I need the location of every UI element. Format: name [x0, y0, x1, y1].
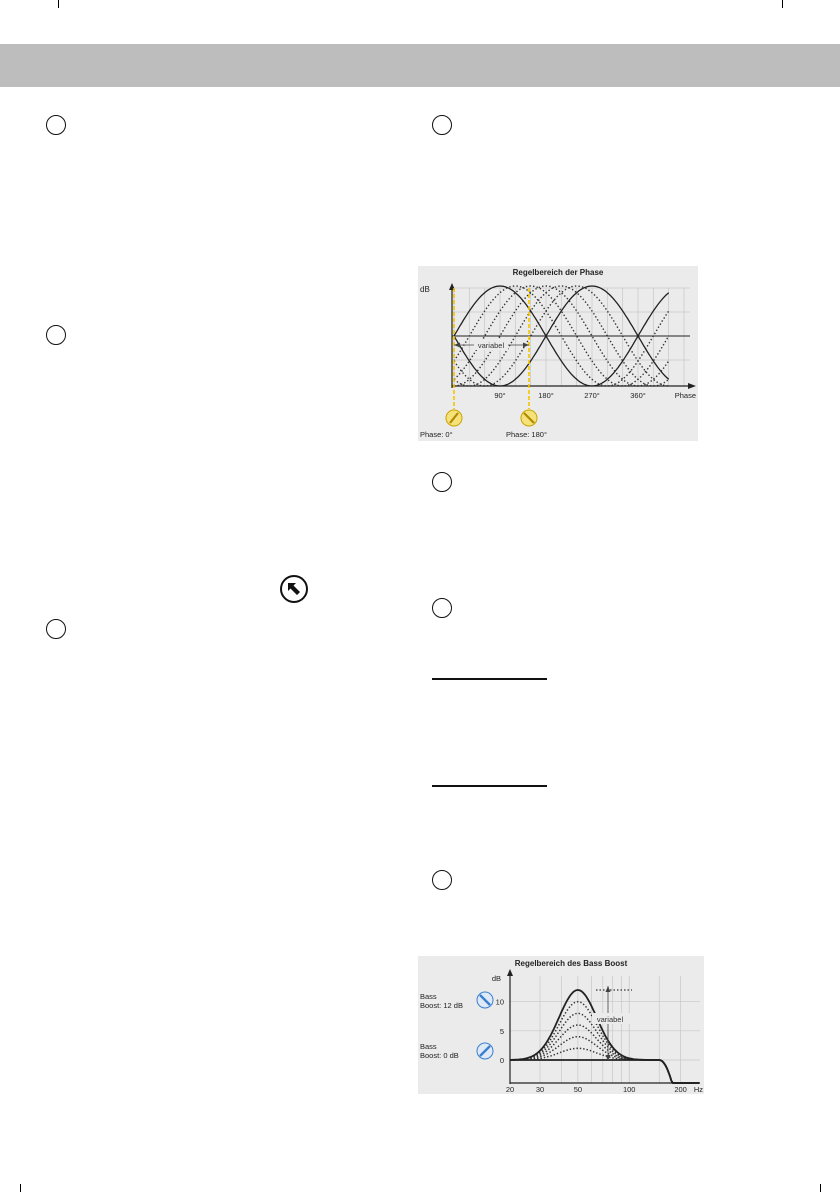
phase-tick-label: 270°: [584, 391, 600, 400]
bass-x-tick-label: 200: [674, 1085, 687, 1094]
bass-y-unit: dB: [491, 974, 501, 983]
bass-knob-min-label-1: Bass: [420, 1042, 437, 1051]
phase-knob-min-label: Phase: 0°: [420, 430, 453, 439]
phase-knob-max-label: Phase: 180°: [506, 430, 547, 439]
bass-knob-max-label-1: Bass: [420, 992, 437, 1001]
bass-x-tick-label: 100: [622, 1085, 636, 1094]
crop-mark-bottom-right: [820, 1184, 821, 1192]
step-marker: [46, 115, 66, 135]
phase-chart-title: Regelbereich der Phase: [512, 268, 604, 277]
phase-y-unit: dB: [420, 285, 430, 294]
step-marker: [46, 619, 66, 639]
phase-x-unit: Phase: [674, 391, 696, 400]
bass-x-unit: Hz: [693, 1085, 703, 1094]
phase-tick-label: 90°: [494, 391, 506, 400]
bass-x-tick-label: 20: [505, 1085, 515, 1094]
arrow-up-left-icon: [280, 575, 308, 603]
header-bar: [0, 44, 840, 87]
bass-boost-figure: [418, 956, 704, 1094]
step-marker: [46, 325, 66, 345]
phase-range-label: variabel: [477, 341, 505, 350]
crop-mark-left: [58, 0, 59, 8]
bass-y-tick-label: 0: [499, 1056, 504, 1065]
phase-figure: [418, 266, 698, 441]
bass-knob-min-icon: [477, 1043, 493, 1059]
bass-knob-max-label-2: Boost: 12 dB: [420, 1001, 463, 1010]
phase-tick-label: 180°: [538, 391, 554, 400]
bass-y-tick-label: 10: [495, 997, 504, 1007]
bass-x-tick-label: 50: [573, 1085, 583, 1094]
crop-mark-right: [782, 0, 783, 8]
bass-series-line: [510, 990, 699, 1083]
phase-x-arrowhead: [688, 383, 696, 389]
phase-chart: [418, 266, 698, 441]
step-marker: [432, 115, 452, 135]
step-marker: [432, 598, 452, 618]
phase-knob-max-icon: [521, 410, 537, 426]
step-marker: [432, 472, 452, 492]
phase-tick-label: 360°: [630, 391, 646, 400]
bass-chart-title: Regelbereich des Bass Boost: [514, 959, 628, 968]
bass-knob-min-label-2: Boost: 0 dB: [420, 1051, 459, 1060]
bass-y-tick-label: 5: [499, 1026, 504, 1036]
step-marker: [432, 870, 452, 890]
phase-knob-min-icon: [446, 410, 462, 426]
bass-boost-chart: [418, 956, 704, 1094]
subheading-underline: [432, 785, 547, 787]
crop-mark-bottom-left: [20, 1184, 21, 1192]
bass-range-label: variabel: [596, 1015, 624, 1024]
bass-knob-max-icon: [477, 992, 493, 1008]
subheading-underline: [432, 678, 547, 680]
bass-x-tick-label: 30: [535, 1085, 545, 1094]
